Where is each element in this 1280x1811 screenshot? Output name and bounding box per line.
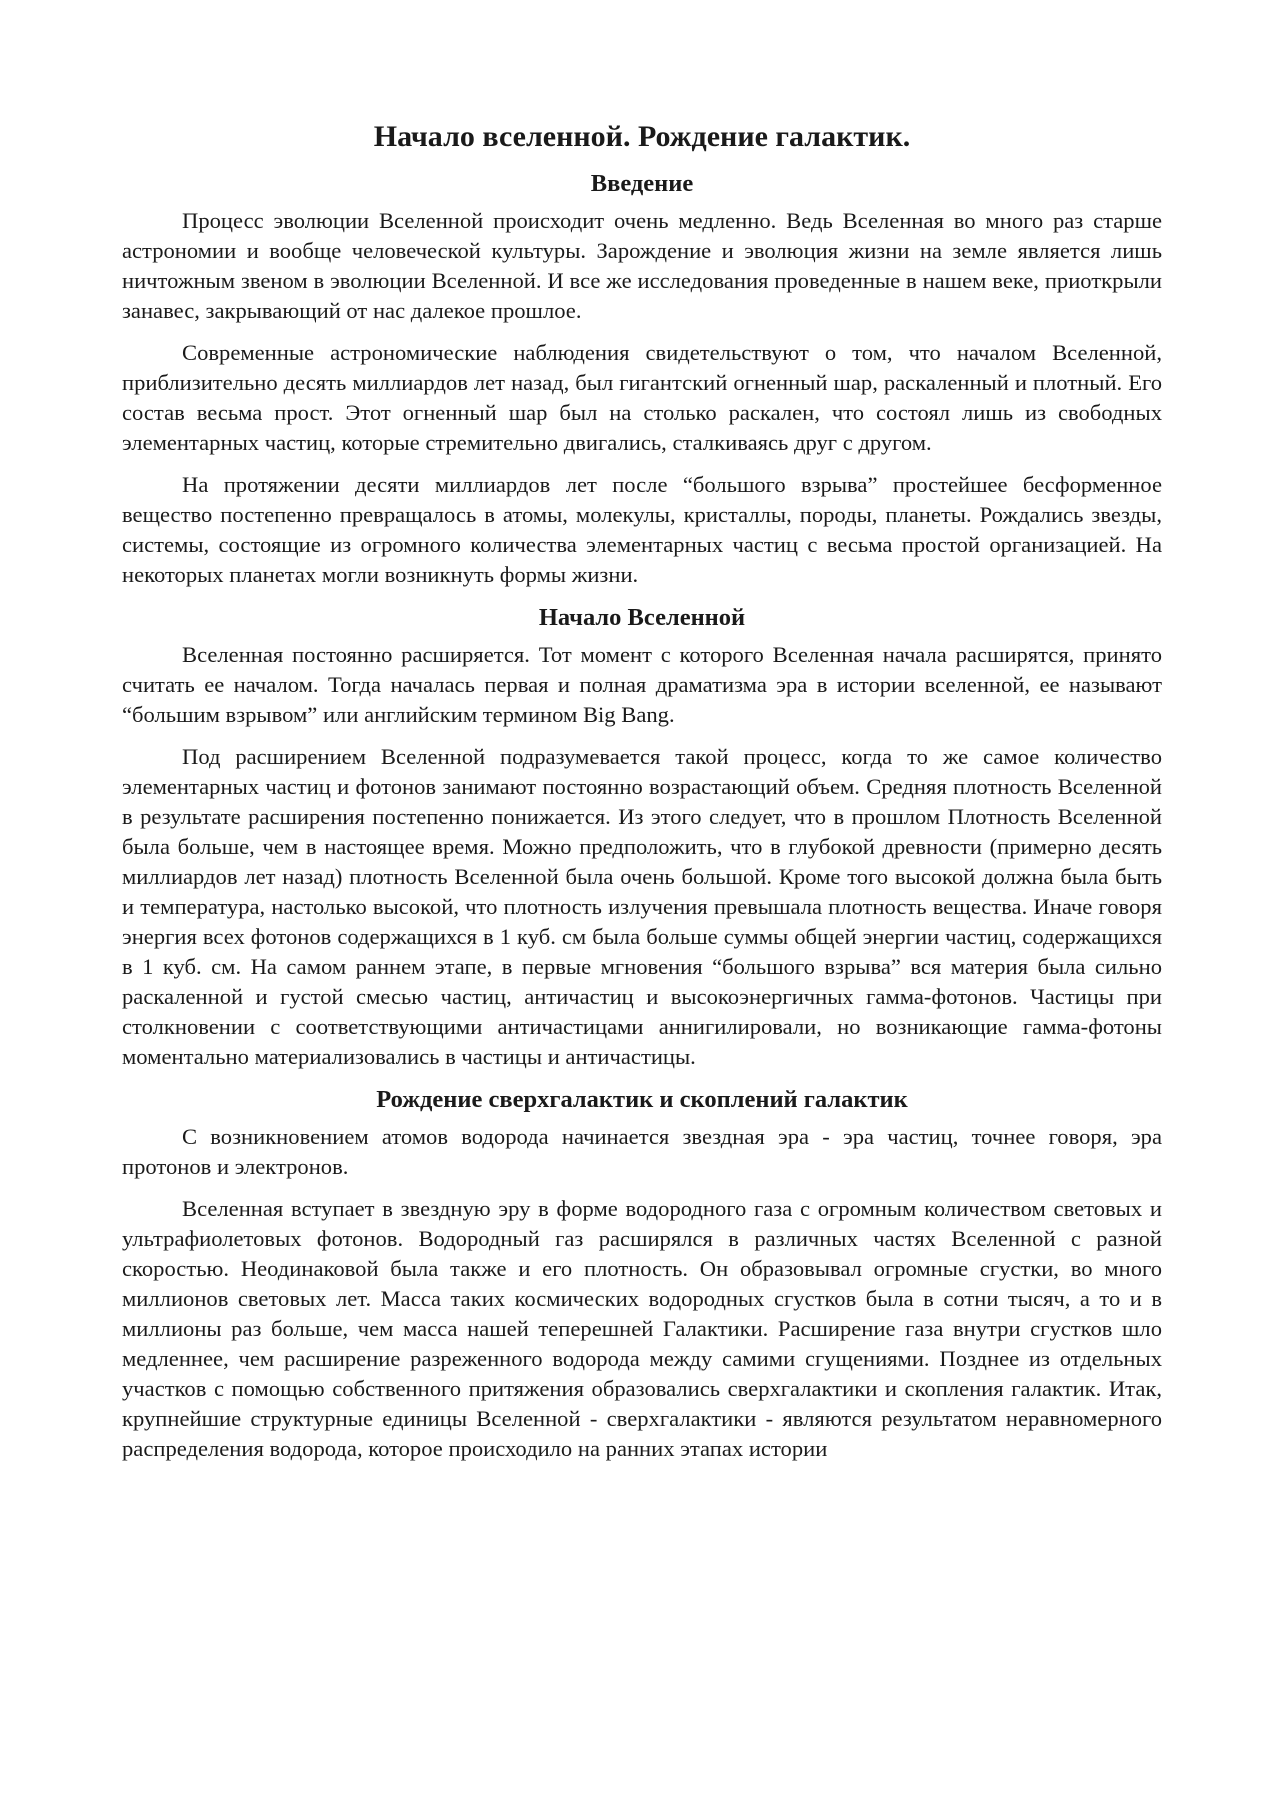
section-universe-beginning bbox=[122, 602, 1162, 1072]
section-heading: Введение bbox=[590, 170, 694, 197]
section-heading: Рождение сверхгалактик и скоплений галактик bbox=[376, 1086, 908, 1113]
paragraph: Вселенная вступает в звездную эру в форме водородного газа с огромным количеством световых и ультрафиолетовых фотонов. Водородный газ расширялся в различных частях Вселенной с разной скоростью. Неодинаковой была также и его плотность. Он образовывал огромные сгустки, во много миллионов световых лет. Масса таких космических водородных сгустков была в сотни тысяч, а то и в миллионы раз больше, чем масса нашей теперешней Галактики. Расширение газа внутри сгустков шло медленнее, чем расширение разреженного водорода между самими сгущениями. Позднее из отдельных участков с помощью собственного притяжения образовались сверхгалактики и скопления галактик. Итак, крупнейшие структурные единицы Вселенной - сверхгалактики - являются результатом неравномерного распределения водорода, которое происходило на ранних этапах истории bbox=[122, 1196, 1162, 1461]
document-page bbox=[122, 118, 1162, 1476]
section-heading: Начало Вселенной bbox=[538, 604, 746, 631]
paragraph: Процесс эволюции Вселенной происходит очень медленно. Ведь Вселенная во много раз старше астрономии и вообще человеческой культуры. Зарождение и эволюция жизни на земле является лишь ничтожным звеном в эволюции Вселенной. И все же исследования проведенные в нашем веке, приоткрыли занавес, закрывающий от нас далекое прошлое. bbox=[122, 208, 1162, 323]
document-title: Начало вселенной. Рождение галактик. bbox=[373, 120, 911, 153]
paragraph: Вселенная постоянно расширяется. Тот момент с которого Вселенная начала расширятся, принято считать ее началом. Тогда началась первая и полная драматизма эра в истории вселенной, ее называют “большим взрывом” или английским термином Big Bang. bbox=[122, 642, 1162, 727]
paragraph: С возникновением атомов водорода начинается звездная эра - эра частиц, точнее говоря, эра протонов и электронов. bbox=[122, 1124, 1162, 1179]
section-supergalaxies bbox=[122, 1084, 1162, 1464]
paragraph: Под расширением Вселенной подразумевается такой процесс, когда то же самое количество элементарных частиц и фотонов занимают постоянно возрастающий объем. Средняя плотность Вселенной в результате расширения постепенно понижается. Из этого следует, что в прошлом Плотность Вселенной была больше, чем в настоящее время. Можно предположить, что в глубокой древности (примерно десять миллиардов лет назад) плотность Вселенной была очень большой. Кроме того высокой должна была быть и температура, настолько высокой, что плотность излучения превышала плотность вещества. Иначе говоря энергия всех фотонов содержащихся в 1 куб. см была больше суммы общей энергии частиц, содержащихся в 1 куб. см. На самом раннем этапе, в первые мгновения “большого взрыва” вся материя была сильно раскаленной и густой смесью частиц, античастиц и высокоэнергичных гамма-фотонов. Частицы при столкновении с соответствующими античастицами аннигилировали, но возникающие гамма-фотоны моментально материализовались в частицы и античастицы. bbox=[122, 744, 1162, 1069]
paragraph: Современные астрономические наблюдения свидетельствуют о том, что началом Вселенной, приблизительно десять миллиардов лет назад, был гигантский огненный шар, раскаленный и плотный. Его состав весьма прост. Этот огненный шар был на столько раскален, что состоял лишь из свободных элементарных частиц, которые стремительно двигались, сталкиваясь друг с другом. bbox=[122, 340, 1162, 455]
section-introduction bbox=[122, 168, 1162, 590]
paragraph: На протяжении десяти миллиардов лет после “большого взрыва” простейшее бесформенное вещество постепенно превращалось в атомы, молекулы, кристаллы, породы, планеты. Рождались звезды, системы, состоящие из огромного количества элементарных частиц с весьма простой организацией. На некоторых планетах могли возникнуть формы жизни. bbox=[122, 472, 1162, 587]
